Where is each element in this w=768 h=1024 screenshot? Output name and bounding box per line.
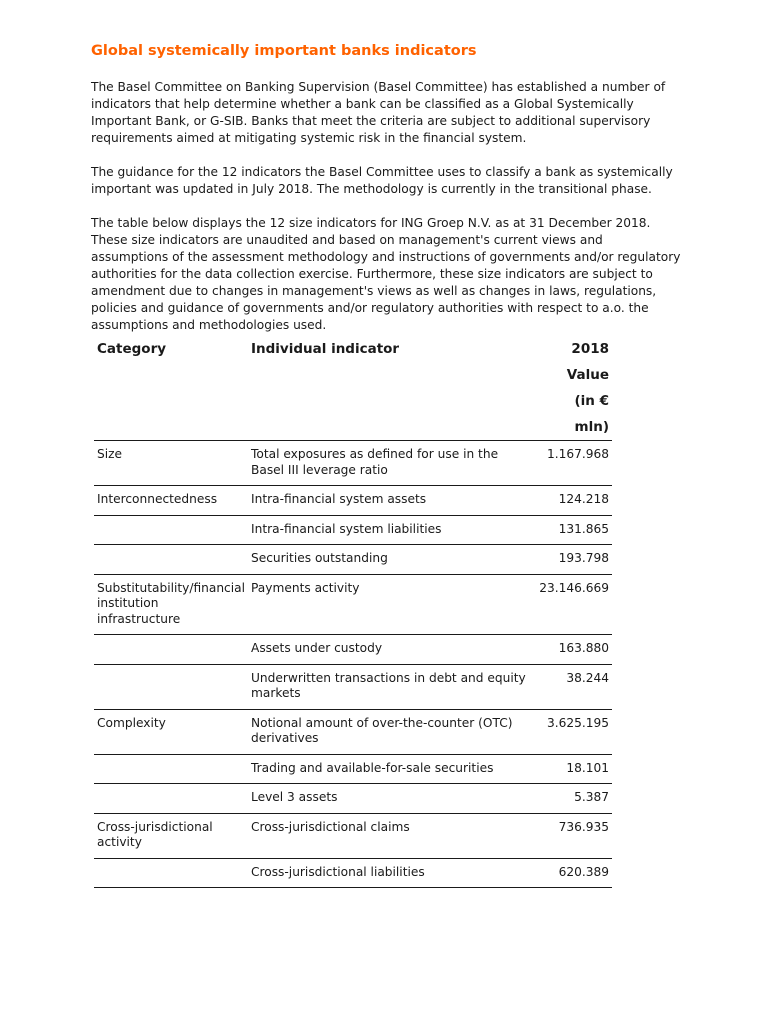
table-row [94, 754, 612, 784]
table-row [94, 813, 612, 858]
page-title: Global systemically important banks indicators [91, 43, 477, 59]
header-indicator: Individual indicator [248, 336, 536, 441]
row-indicator: Cross-jurisdictional liabilities [248, 858, 536, 888]
row-value: 18.101 [536, 754, 612, 784]
table-row [94, 574, 612, 635]
row-category [94, 754, 248, 784]
table-description-paragraph: The table below displays the 12 size indicators for ING Groep N.V. as at 31 December 2018. These size indicators are unaudited and based on management's current views and assumptions of the assessment methodology and instructions of governments and/or regulatory authorities for the data collection exercise. Furthermore, these size indicators are subject to amendment due to changes in management's views as well as changes in laws, regulations, policies and guidance of governments and/or regulatory authorities with respect to a.o. the assumptions and methodologies used. [91, 216, 681, 332]
table-row [94, 709, 612, 754]
row-indicator: Payments activity [248, 574, 536, 635]
table-row [94, 545, 612, 575]
row-value: 163.880 [536, 635, 612, 665]
table-header-row [94, 336, 612, 441]
document-page [91, 40, 681, 879]
guidance-paragraph: The guidance for the 12 indicators the Basel Committee uses to classify a bank as systemically important was updated in July 2018. The methodology is currently in the transitional phase. [91, 165, 673, 196]
row-value: 3.625.195 [536, 709, 612, 754]
table-row [94, 441, 612, 486]
row-category [94, 858, 248, 888]
row-value: 23.146.669 [536, 574, 612, 635]
gsib-indicators-table [94, 336, 612, 888]
row-value: 193.798 [536, 545, 612, 575]
row-value: 38.244 [536, 664, 612, 709]
row-category [94, 515, 248, 545]
table-row [94, 858, 612, 888]
row-category: Cross-jurisdictional activity [94, 813, 248, 858]
table-row [94, 515, 612, 545]
row-indicator: Total exposures as defined for use in the Basel III leverage ratio [248, 441, 536, 486]
header-value-line2: (in € mln) [574, 393, 609, 435]
table-row [94, 664, 612, 709]
row-category: Interconnectedness [94, 486, 248, 516]
row-category: Size [94, 441, 248, 486]
row-indicator: Intra-financial system assets [248, 486, 536, 516]
row-category [94, 635, 248, 665]
table-row [94, 486, 612, 516]
row-indicator: Trading and available-for-sale securities [248, 754, 536, 784]
row-indicator: Assets under custody [248, 635, 536, 665]
header-category: Category [94, 336, 248, 441]
row-indicator: Intra-financial system liabilities [248, 515, 536, 545]
row-indicator: Underwritten transactions in debt and equity markets [248, 664, 536, 709]
row-value: 5.387 [536, 784, 612, 814]
row-category: Substitutability/financial institution infrastructure [94, 574, 248, 635]
row-value: 736.935 [536, 813, 612, 858]
row-value: 1.167.968 [536, 441, 612, 486]
row-category [94, 664, 248, 709]
row-category [94, 784, 248, 814]
row-indicator: Cross-jurisdictional claims [248, 813, 536, 858]
table-row [94, 784, 612, 814]
row-category [94, 545, 248, 575]
row-indicator: Securities outstanding [248, 545, 536, 575]
table-row [94, 635, 612, 665]
row-category: Complexity [94, 709, 248, 754]
row-indicator: Notional amount of over-the-counter (OTC) derivatives [248, 709, 536, 754]
header-value [536, 336, 612, 441]
intro-paragraph: The Basel Committee on Banking Supervision (Basel Committee) has established a number of indicators that help determine whether a bank can be classified as a Global Systemically Important Bank, or G-SIB. Banks that meet the criteria are subject to additional supervisory requirements aimed at mitigating systemic risk in the financial system. [91, 80, 666, 145]
header-value-line1: 2018 Value [566, 341, 609, 383]
row-value: 131.865 [536, 515, 612, 545]
row-value: 124.218 [536, 486, 612, 516]
row-value: 620.389 [536, 858, 612, 888]
row-indicator: Level 3 assets [248, 784, 536, 814]
